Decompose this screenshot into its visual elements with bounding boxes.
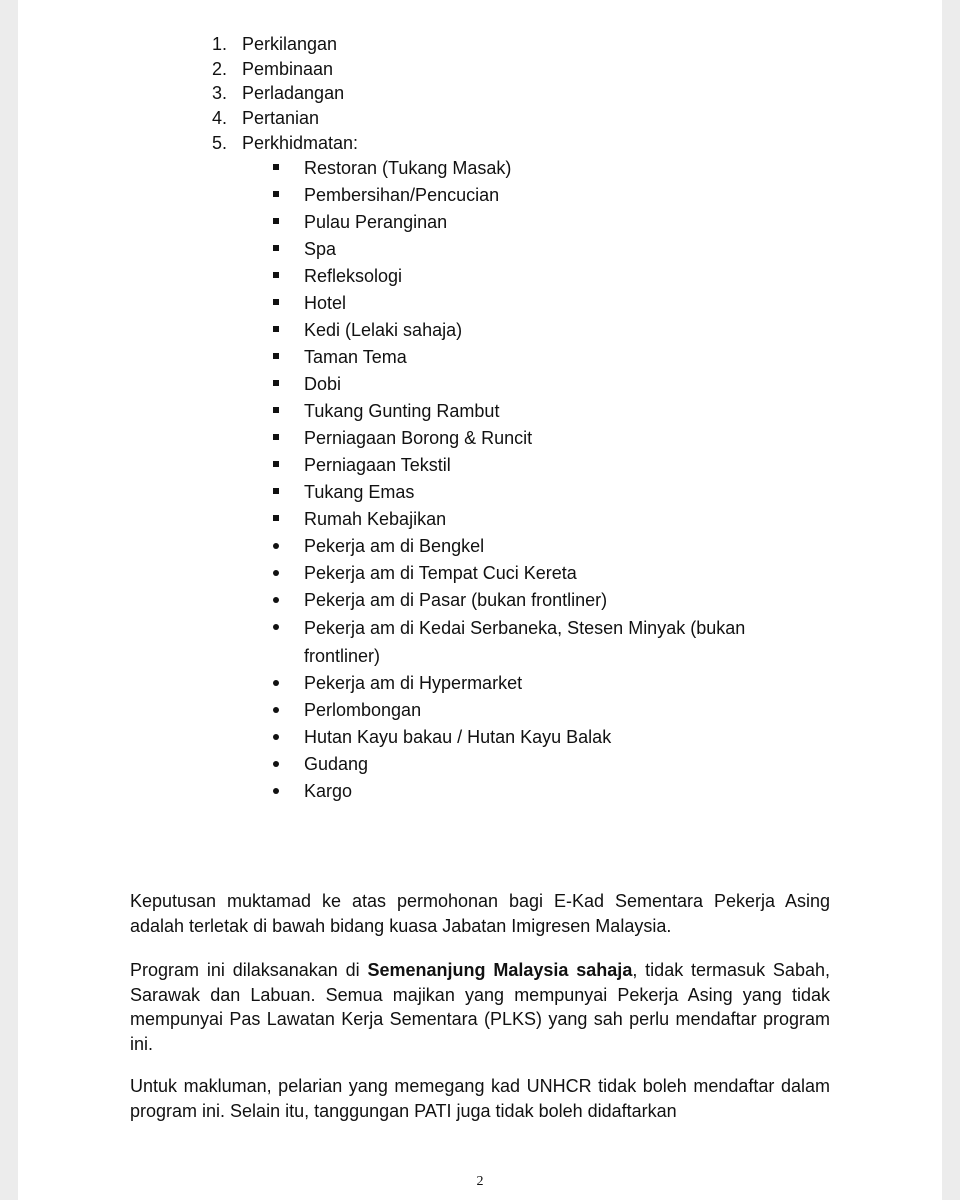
- service-item: [266, 317, 786, 344]
- services-sublist: [266, 155, 786, 805]
- service-label: Perlombongan: [304, 700, 422, 720]
- service-label: Tukang Gunting Rambut: [304, 401, 500, 421]
- service-item: [266, 560, 786, 587]
- service-item: [266, 371, 786, 398]
- list-number: 3.: [212, 83, 228, 104]
- service-item: [266, 724, 786, 751]
- service-label: Tukang Emas: [304, 482, 415, 502]
- service-label: Hotel: [304, 293, 347, 313]
- service-item: [266, 697, 786, 724]
- service-label: Pembersihan/Pencucian: [304, 185, 500, 205]
- service-item: [266, 344, 786, 371]
- paragraph-emphasis: Semenanjung Malaysia sahaja: [367, 960, 633, 980]
- service-item: [266, 506, 786, 533]
- service-item: [266, 670, 786, 697]
- service-label: Kargo: [304, 781, 353, 801]
- service-label: Perniagaan Tekstil: [304, 455, 451, 475]
- service-label: Taman Tema: [304, 347, 407, 367]
- service-label: Restoran (Tukang Masak): [304, 158, 512, 178]
- sector-label: Pembinaan: [242, 58, 334, 79]
- sector-label: Perkhidmatan:: [242, 132, 359, 153]
- service-item: [266, 263, 786, 290]
- page-number: 2: [476, 1174, 484, 1189]
- service-label: Pulau Peranginan: [304, 212, 448, 232]
- service-label: Rumah Kebajikan: [304, 509, 447, 529]
- service-item: [266, 452, 786, 479]
- paragraph-text: , tidak termasuk Sabah, Sarawak dan Labuan. Semua majikan yang mempunyai Pekerja Asing yang tidak mempunyai Pas Lawatan Kerja Sementara (PLKS) yang sah perlu mendaftar program ini.: [130, 960, 830, 1054]
- service-item: [266, 587, 786, 614]
- service-label: Pekerja am di Hypermarket: [304, 673, 523, 693]
- service-item: [266, 290, 786, 317]
- sector-label: Perkilangan: [242, 34, 338, 54]
- service-label: Perniagaan Borong & Runcit: [304, 428, 533, 448]
- service-label: Spa: [304, 239, 337, 259]
- service-item: [266, 209, 786, 236]
- service-label: Gudang: [304, 754, 369, 774]
- service-label: Refleksologi: [304, 266, 403, 286]
- paragraph-text: Program ini dilaksanakan di: [130, 960, 368, 980]
- sector-label: Pertanian: [242, 108, 320, 129]
- paragraph-final-decision: Keputusan muktamad ke atas permohonan bagi E-Kad Sementara Pekerja Asing adalah terletak di bawah bidang kuasa Jabatan Imigresen Malaysia.: [130, 891, 830, 936]
- service-item: [266, 398, 786, 425]
- list-number: 4.: [212, 108, 228, 129]
- list-number: 2.: [212, 58, 228, 79]
- service-label: Pekerja am di Pasar (bukan frontliner): [304, 590, 608, 610]
- service-label: Pekerja am di Kedai Serbaneka, Stesen Minyak (bukan frontliner): [304, 618, 746, 666]
- service-item: [266, 533, 786, 560]
- service-item: [266, 155, 786, 182]
- list-number: 5.: [212, 132, 228, 153]
- service-item: [266, 182, 786, 209]
- service-item: [266, 614, 786, 670]
- service-label: Dobi: [304, 374, 342, 394]
- list-number: 1.: [212, 34, 228, 54]
- service-item: [266, 778, 786, 805]
- service-label: Pekerja am di Bengkel: [304, 536, 485, 556]
- service-item: [266, 236, 786, 263]
- sector-label: Perladangan: [242, 83, 345, 104]
- service-item: [266, 479, 786, 506]
- paragraph-program-scope: [130, 958, 830, 1056]
- service-label: Pekerja am di Tempat Cuci Kereta: [304, 563, 577, 583]
- service-label: Hutan Kayu bakau / Hutan Kayu Balak: [304, 727, 612, 747]
- paragraph-unhcr-note: Untuk makluman, pelarian yang memegang kad UNHCR tidak boleh mendaftar dalam program ini. Selain itu, tanggungan PATI juga tidak boleh didaftarkan: [130, 1076, 830, 1121]
- service-item: [266, 425, 786, 452]
- service-item: [266, 751, 786, 778]
- service-label: Kedi (Lelaki sahaja): [304, 320, 463, 340]
